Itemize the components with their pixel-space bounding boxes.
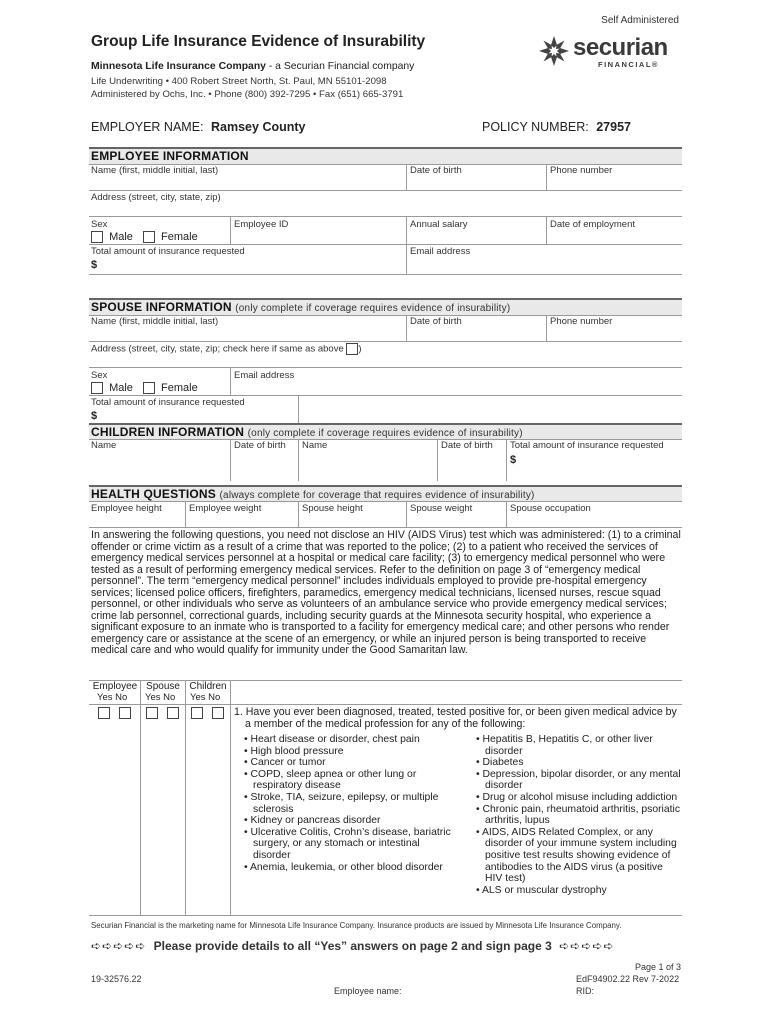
spouse-address-row (91, 343, 362, 355)
employee-weight-label: Employee weight (189, 503, 262, 514)
condition-item: • AIDS, AIDS Related Complex, or any disorder of your immune system including positive test results showing evidence of antibodies to the AIDS virus (a positive HIV test) (476, 826, 677, 885)
policy-number-value[interactable]: 27957 (596, 120, 631, 134)
health-subtitle: (always complete for coverage that requires evidence of insurability) (219, 490, 535, 501)
employee-id-label: Employee ID (234, 219, 289, 230)
spouse-section-title (91, 300, 510, 314)
employer-name-value[interactable]: Ramsey County (211, 120, 306, 134)
employee-section-title: EMPLOYEE INFORMATION (91, 149, 249, 163)
logo-wordmark: securian (573, 34, 668, 61)
employee-name-label: Name (first, middle initial, last) (91, 165, 219, 176)
condition-item: • Ulcerative Colitis, Crohn’s disease, bariatric surgery, or any stomach or intestinal disorder (244, 826, 451, 861)
rid-label: RID: (576, 986, 594, 996)
col-children-header: Children (189, 681, 227, 692)
divider (185, 501, 186, 527)
divider (89, 395, 682, 396)
employee-sex-label: Sex (91, 219, 108, 230)
condition-item: • Depression, bipolar disorder, or any mental disorder (476, 768, 681, 792)
divider (89, 367, 682, 368)
employee-name-footer-label: Employee name: (334, 986, 402, 996)
spouse-female-label: Female (161, 382, 198, 394)
divider (406, 216, 407, 244)
yes-label: Yes (190, 692, 206, 703)
logo-subtitle: FINANCIAL® (598, 60, 659, 69)
page-number: Page 1 of 3 (634, 962, 681, 972)
spouse-male-label: Male (109, 382, 133, 394)
instruction-row (91, 939, 686, 953)
condition-item: • Cancer or tumor (244, 757, 326, 769)
divider (89, 341, 682, 342)
yes-label: Yes (97, 692, 113, 703)
divider (546, 315, 547, 341)
children-total-dollar[interactable]: $ (510, 454, 517, 466)
policy-number-label: POLICY NUMBER: (482, 120, 589, 134)
col-spouse-header: Spouse (146, 681, 180, 692)
employee-total-label: Total amount of insurance requested (91, 246, 245, 257)
spouse-dob-label: Date of birth (410, 316, 462, 327)
spouse-occupation-label: Spouse occupation (510, 503, 591, 514)
spouse-name-label: Name (first, middle initial, last) (91, 316, 219, 327)
q1-spouse-no-checkbox[interactable] (167, 707, 179, 719)
child-dob-label: Date of birth (234, 440, 286, 451)
spouse-sex-label: Sex (91, 370, 108, 381)
employee-dob-label: Date of birth (410, 165, 462, 176)
divider (546, 216, 547, 244)
form-title: Group Life Insurance Evidence of Insurability (91, 33, 426, 50)
no-label: No (163, 692, 176, 703)
company-name: Minnesota Life Insurance Company (91, 61, 266, 72)
condition-item: • Chronic pain, rheumatoid arthritis, psoriatic arthritis, lupus (476, 803, 681, 827)
condition-item: • ALS or muscular dystrophy (476, 884, 607, 896)
logo-flower-icon (537, 34, 571, 68)
children-subtitle: (only complete if coverage requires evidence of insurability) (247, 428, 523, 439)
employee-female-checkbox[interactable] (143, 231, 155, 243)
spouse-subtitle: (only complete if coverage requires evidence of insurability) (235, 303, 511, 314)
divider (230, 216, 231, 244)
divider (89, 190, 682, 191)
divider (437, 439, 438, 481)
employee-height-label: Employee height (91, 503, 162, 514)
divider (89, 216, 682, 217)
condition-item: • COPD, sleep apnea or other lung or respiratory disease (244, 768, 417, 792)
condition-item: • Drug or alcohol misuse including addiction (476, 791, 678, 803)
employee-male-checkbox[interactable] (91, 231, 103, 243)
condition-item: • Hepatitis B, Hepatitis C, or other liver disorder (476, 734, 653, 757)
spouse-height-label: Spouse height (302, 503, 363, 514)
employer-name-row (91, 120, 306, 134)
health-section-title (91, 487, 535, 501)
employee-sex-options (91, 231, 198, 243)
employment-date-label: Date of employment (550, 219, 636, 230)
divider (89, 704, 682, 705)
divider (406, 315, 407, 341)
divider (185, 680, 186, 915)
condition-item: • Heart disease or disorder, chest pain (244, 734, 420, 745)
q1-employee-yes-checkbox[interactable] (98, 707, 110, 719)
spouse-address-label: Address (street, city, state, zip; check here if same as above (91, 343, 344, 355)
children-yes-no (190, 692, 220, 703)
condition-item: • Anemia, leukemia, or other blood disorder (244, 861, 443, 873)
no-label: No (208, 692, 221, 703)
divider (298, 439, 299, 481)
child2-dob-label: Date of birth (441, 440, 493, 451)
col-employee-header: Employee (92, 681, 138, 692)
employee-total-dollar[interactable]: $ (91, 259, 98, 271)
address-line: Life Underwriting • 400 Robert Street North, St. Paul, MN 55101-2098 (91, 76, 387, 87)
spouse-weight-label: Spouse weight (410, 503, 473, 514)
divider (298, 395, 299, 423)
divider (89, 274, 682, 275)
q1-spouse-yes-checkbox[interactable] (146, 707, 158, 719)
q1-children-no-checkbox[interactable] (212, 707, 224, 719)
employee-email-label: Email address (410, 246, 471, 257)
spouse-phone-label: Phone number (550, 316, 613, 327)
spouse-email-label: Email address (234, 370, 295, 381)
divider (230, 680, 231, 915)
divider (406, 244, 407, 274)
divider (298, 501, 299, 527)
edition-number: EdF94902.22 Rev 7-2022 (576, 974, 680, 984)
employee-female-label: Female (161, 231, 198, 243)
employee-salary-label: Annual salary (410, 219, 468, 230)
spouse-address-close: ) (358, 343, 362, 355)
employee-address-label: Address (street, city, state, zip) (91, 192, 221, 203)
divider (406, 501, 407, 527)
employer-name-label: EMPLOYER NAME: (91, 120, 204, 134)
q1-employee-no-checkbox[interactable] (119, 707, 131, 719)
q1-right-conditions-list (476, 734, 681, 896)
spouse-yes-no (145, 692, 175, 703)
question-1-text: 1. Have you ever been diagnosed, treated, tested positive for, or been given medical advice by a member of the medical profession for any of the following: (234, 706, 677, 730)
condition-item: • Stroke, TIA, seizure, epilepsy, or multiple sclerosis (244, 791, 439, 815)
employee-yes-no (97, 692, 127, 703)
arrow-right-icon: ➪➪➪➪➪ (91, 939, 147, 953)
employee-phone-label: Phone number (550, 165, 613, 176)
marketing-disclaimer: Securian Financial is the marketing name for Minnesota Life Insurance Company. Insurance products are issued by Minnesota Life Insurance Company. (91, 921, 622, 930)
divider (230, 367, 231, 395)
same-address-checkbox[interactable] (346, 343, 358, 355)
employee-male-label: Male (109, 231, 133, 243)
company-suffix: - a Securian Financial company (265, 61, 415, 72)
health-title-text: HEALTH QUESTIONS (91, 487, 216, 501)
children-title-text: CHILDREN INFORMATION (91, 425, 245, 439)
self-administered-label: Self Administered (601, 15, 679, 26)
instruction-text: Please provide details to all “Yes” answers on page 2 and sign page 3 (153, 939, 552, 953)
no-label: No (115, 692, 128, 703)
divider (89, 915, 682, 916)
spouse-sex-options (91, 382, 198, 394)
divider (89, 244, 682, 245)
company-line (91, 61, 414, 72)
q1-left-conditions-list (244, 734, 454, 873)
condition-item: • Kidney or pancreas disorder (244, 815, 381, 827)
securian-logo (537, 34, 682, 74)
divider (506, 439, 507, 481)
spouse-male-checkbox[interactable] (91, 382, 103, 394)
child-name-label: Name (91, 440, 117, 451)
children-section-title (91, 425, 523, 439)
condition-item: • High blood pressure (244, 745, 344, 757)
yes-label: Yes (145, 692, 161, 703)
divider (140, 680, 141, 915)
condition-item: • Diabetes (476, 757, 524, 769)
q1-children-yes-checkbox[interactable] (191, 707, 203, 719)
spouse-title-text: SPOUSE INFORMATION (91, 300, 232, 314)
divider (546, 164, 547, 190)
arrow-right-icon: ➪➪➪➪➪ (559, 939, 615, 953)
child2-name-label: Name (302, 440, 328, 451)
spouse-total-dollar[interactable]: $ (91, 410, 98, 422)
spouse-female-checkbox[interactable] (143, 382, 155, 394)
children-total-label: Total amount of insurance requested (510, 440, 664, 451)
form-number: 19-32576.22 (91, 974, 142, 984)
divider (406, 164, 407, 190)
divider (230, 439, 231, 481)
policy-number-row (482, 120, 631, 134)
hiv-disclosure-paragraph: In answering the following questions, you need not disclose an HIV (AIDS Virus) test which was administered: (1) to a criminal offender or crime victim as a result of a crime that was reported to the police; (2) to a patient who received the services of emergency medical services personnel at a hospital or medical care facility; (3) to emergency medical personnel who were tested as a result of performing emergency medical services. Refer to the definition on page 3 of “emergency medical personnel”. The term “emergency medical personnel” includes individuals employed to provide pre-hospital emergency services; licensed police officers, firefighters, paramedics, emergency medical technicians, licensed nurses, rescue squad personnel, or other individuals who serve as volunteers of an ambulance service who provide emergency medical services; crime lab personnel, correctional guards, including security guards at the Minnesota security hospital, who experience a significant exposure to an inmate who is transported to a facility for emergency medical care; and other persons who render emergency care or assistance at the scene of an emergency, or while an injured person is being transported to receive medical care and who would qualify for immunity under the Good Samaritan law. (91, 529, 681, 656)
admin-line: Administered by Ochs, Inc. • Phone (800) 392-7295 • Fax (651) 665-3791 (91, 89, 404, 100)
divider (89, 501, 682, 502)
divider (89, 527, 682, 528)
divider (506, 501, 507, 527)
spouse-total-label: Total amount of insurance requested (91, 397, 245, 408)
